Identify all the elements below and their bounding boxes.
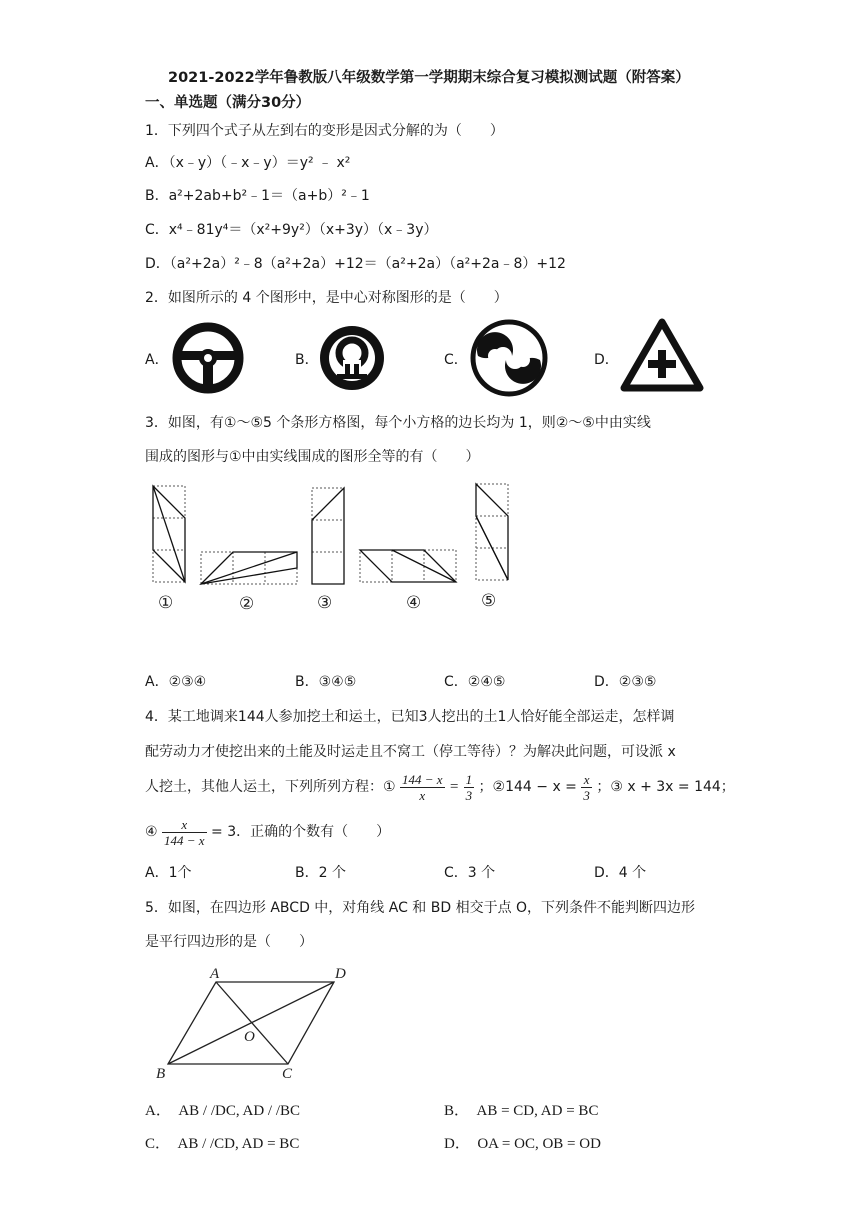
- q4-eq1-rhs: [464, 772, 475, 803]
- q4-line4: [145, 815, 390, 849]
- q3-stem-line1: 3．如图，有①～⑤5 个条形方格图，每个小方格的边长均为 1，则②～⑤中由实线: [145, 415, 651, 431]
- q3-fig-label-5: ⑤: [481, 591, 497, 611]
- q4-eq4-lhs: [162, 817, 207, 848]
- q4-eq1-den: x: [419, 787, 426, 803]
- q4-line2: 配劳动力才使挖出来的土能及时运走且不窝工（停工等待）？为解决此问题，可设派 x: [145, 744, 676, 760]
- q4-option-b: B．2 个: [295, 865, 346, 881]
- q4-eq2-rhs: [581, 772, 592, 803]
- q4-eq2-num: x: [581, 772, 592, 788]
- parallelogram-figure: [150, 962, 360, 1082]
- q3-fig-label-2: ②: [239, 594, 255, 614]
- q4-eq2-den: 3: [583, 787, 590, 803]
- q2-stem: 2．如图所示的 4 个图形中，是中心对称图形的是（ ）: [145, 290, 508, 306]
- q4-eq2-text: ；②144 − x =: [478, 779, 577, 795]
- q4-eq1-lhs: [400, 772, 445, 803]
- q4-option-a: A．1个: [145, 865, 192, 881]
- q3-option-b: B．③④⑤: [295, 674, 357, 690]
- q4-eq4-num: x: [162, 817, 207, 833]
- q3-option-d: D．②③⑤: [594, 674, 657, 690]
- point-a-label: A: [210, 966, 220, 982]
- page-title: 2021-2022学年鲁教版八年级数学第一学期期末综合复习模拟测试题（附答案）: [168, 70, 690, 86]
- q1-option-c: C．x⁴﹣81y⁴＝（x²+9y²）（x+3y）（x﹣3y）: [145, 222, 438, 238]
- q5-stem-line2: 是平行四边形的是（ ）: [145, 934, 313, 950]
- q4-option-c: C．3 个: [444, 865, 496, 881]
- q2-label-d: D．: [594, 352, 619, 368]
- q3-fig-label-3: ③: [317, 593, 333, 613]
- swirl-logo-icon: [468, 318, 550, 398]
- q3-fig-label-1: ①: [158, 593, 174, 613]
- q4-line4-label: ④: [145, 824, 158, 840]
- q2-label-b: B．: [295, 352, 319, 368]
- q4-line1: 4．某工地调来144人参加挖土和运土，已知3人挖出的土1人恰好能全部运走，怎样调: [145, 709, 675, 725]
- point-o-label: O: [244, 1029, 255, 1045]
- point-b-label: B: [156, 1066, 166, 1082]
- q4-line3-text: 人挖土，其他人运土，下列所列方程：①: [145, 779, 396, 795]
- q4-option-d: D．4 个: [594, 865, 647, 881]
- q5-option-c: C． AB / /CD, AD = BC: [145, 1136, 300, 1152]
- q5-stem-line1: 5．如图，在四边形 ABCD 中，对角线 AC 和 BD 相交于点 O，下列条件不能判断四边形: [145, 900, 696, 916]
- q4-eq1-equals: =: [449, 779, 460, 795]
- q4-line3: [145, 770, 735, 804]
- q3-stem-line2: 围成的图形与①中由实线围成的图形全等的有（ ）: [145, 449, 480, 465]
- q1-option-a: A．（x﹣y）（﹣x﹣y）＝y² ﹣ x²: [145, 155, 351, 171]
- point-c-label: C: [282, 1066, 293, 1082]
- q1-option-b: B．a²+2ab+b²﹣1＝（a+b）²﹣1: [145, 188, 370, 204]
- q1-option-d: D．（a²+2a）²﹣8（a²+2a）+12＝（a²+2a）（a²+2a﹣8）+12: [145, 256, 566, 272]
- section-heading: 一、单选题（满分30分）: [145, 95, 311, 111]
- point-d-label: D: [335, 966, 346, 982]
- q5-option-a: A． AB / /DC, AD / /BC: [145, 1103, 301, 1119]
- railway-logo-icon: [318, 320, 386, 396]
- q4-eq1-rhs-num: 1: [465, 771, 473, 787]
- warning-cross-triangle-icon: [620, 318, 704, 392]
- q5-option-d: D． OA = OC, OB = OD: [444, 1136, 601, 1152]
- q4-eq1-num: 144 − x: [402, 771, 443, 787]
- q4-eq3-text: ；③ x + 3x = 144；: [596, 779, 735, 795]
- q2-label-a: A．: [145, 352, 169, 368]
- q4-eq1-rhs-den: 3: [465, 787, 473, 803]
- q3-fig-label-4: ④: [406, 593, 422, 613]
- q4-eq4-den: 144 − x: [164, 832, 205, 848]
- q1-stem: 1．下列四个式子从左到右的变形是因式分解的为（ ）: [145, 123, 504, 139]
- q5-option-b: B． AB = CD, AD = BC: [444, 1103, 599, 1119]
- q3-option-a: A．②③④: [145, 674, 207, 690]
- q3-option-c: C．②④⑤: [444, 674, 506, 690]
- q2-label-c: C．: [444, 352, 468, 368]
- steering-wheel-icon: [170, 320, 246, 396]
- q4-eq4-rhs: = 3．正确的个数有（ ）: [211, 824, 391, 840]
